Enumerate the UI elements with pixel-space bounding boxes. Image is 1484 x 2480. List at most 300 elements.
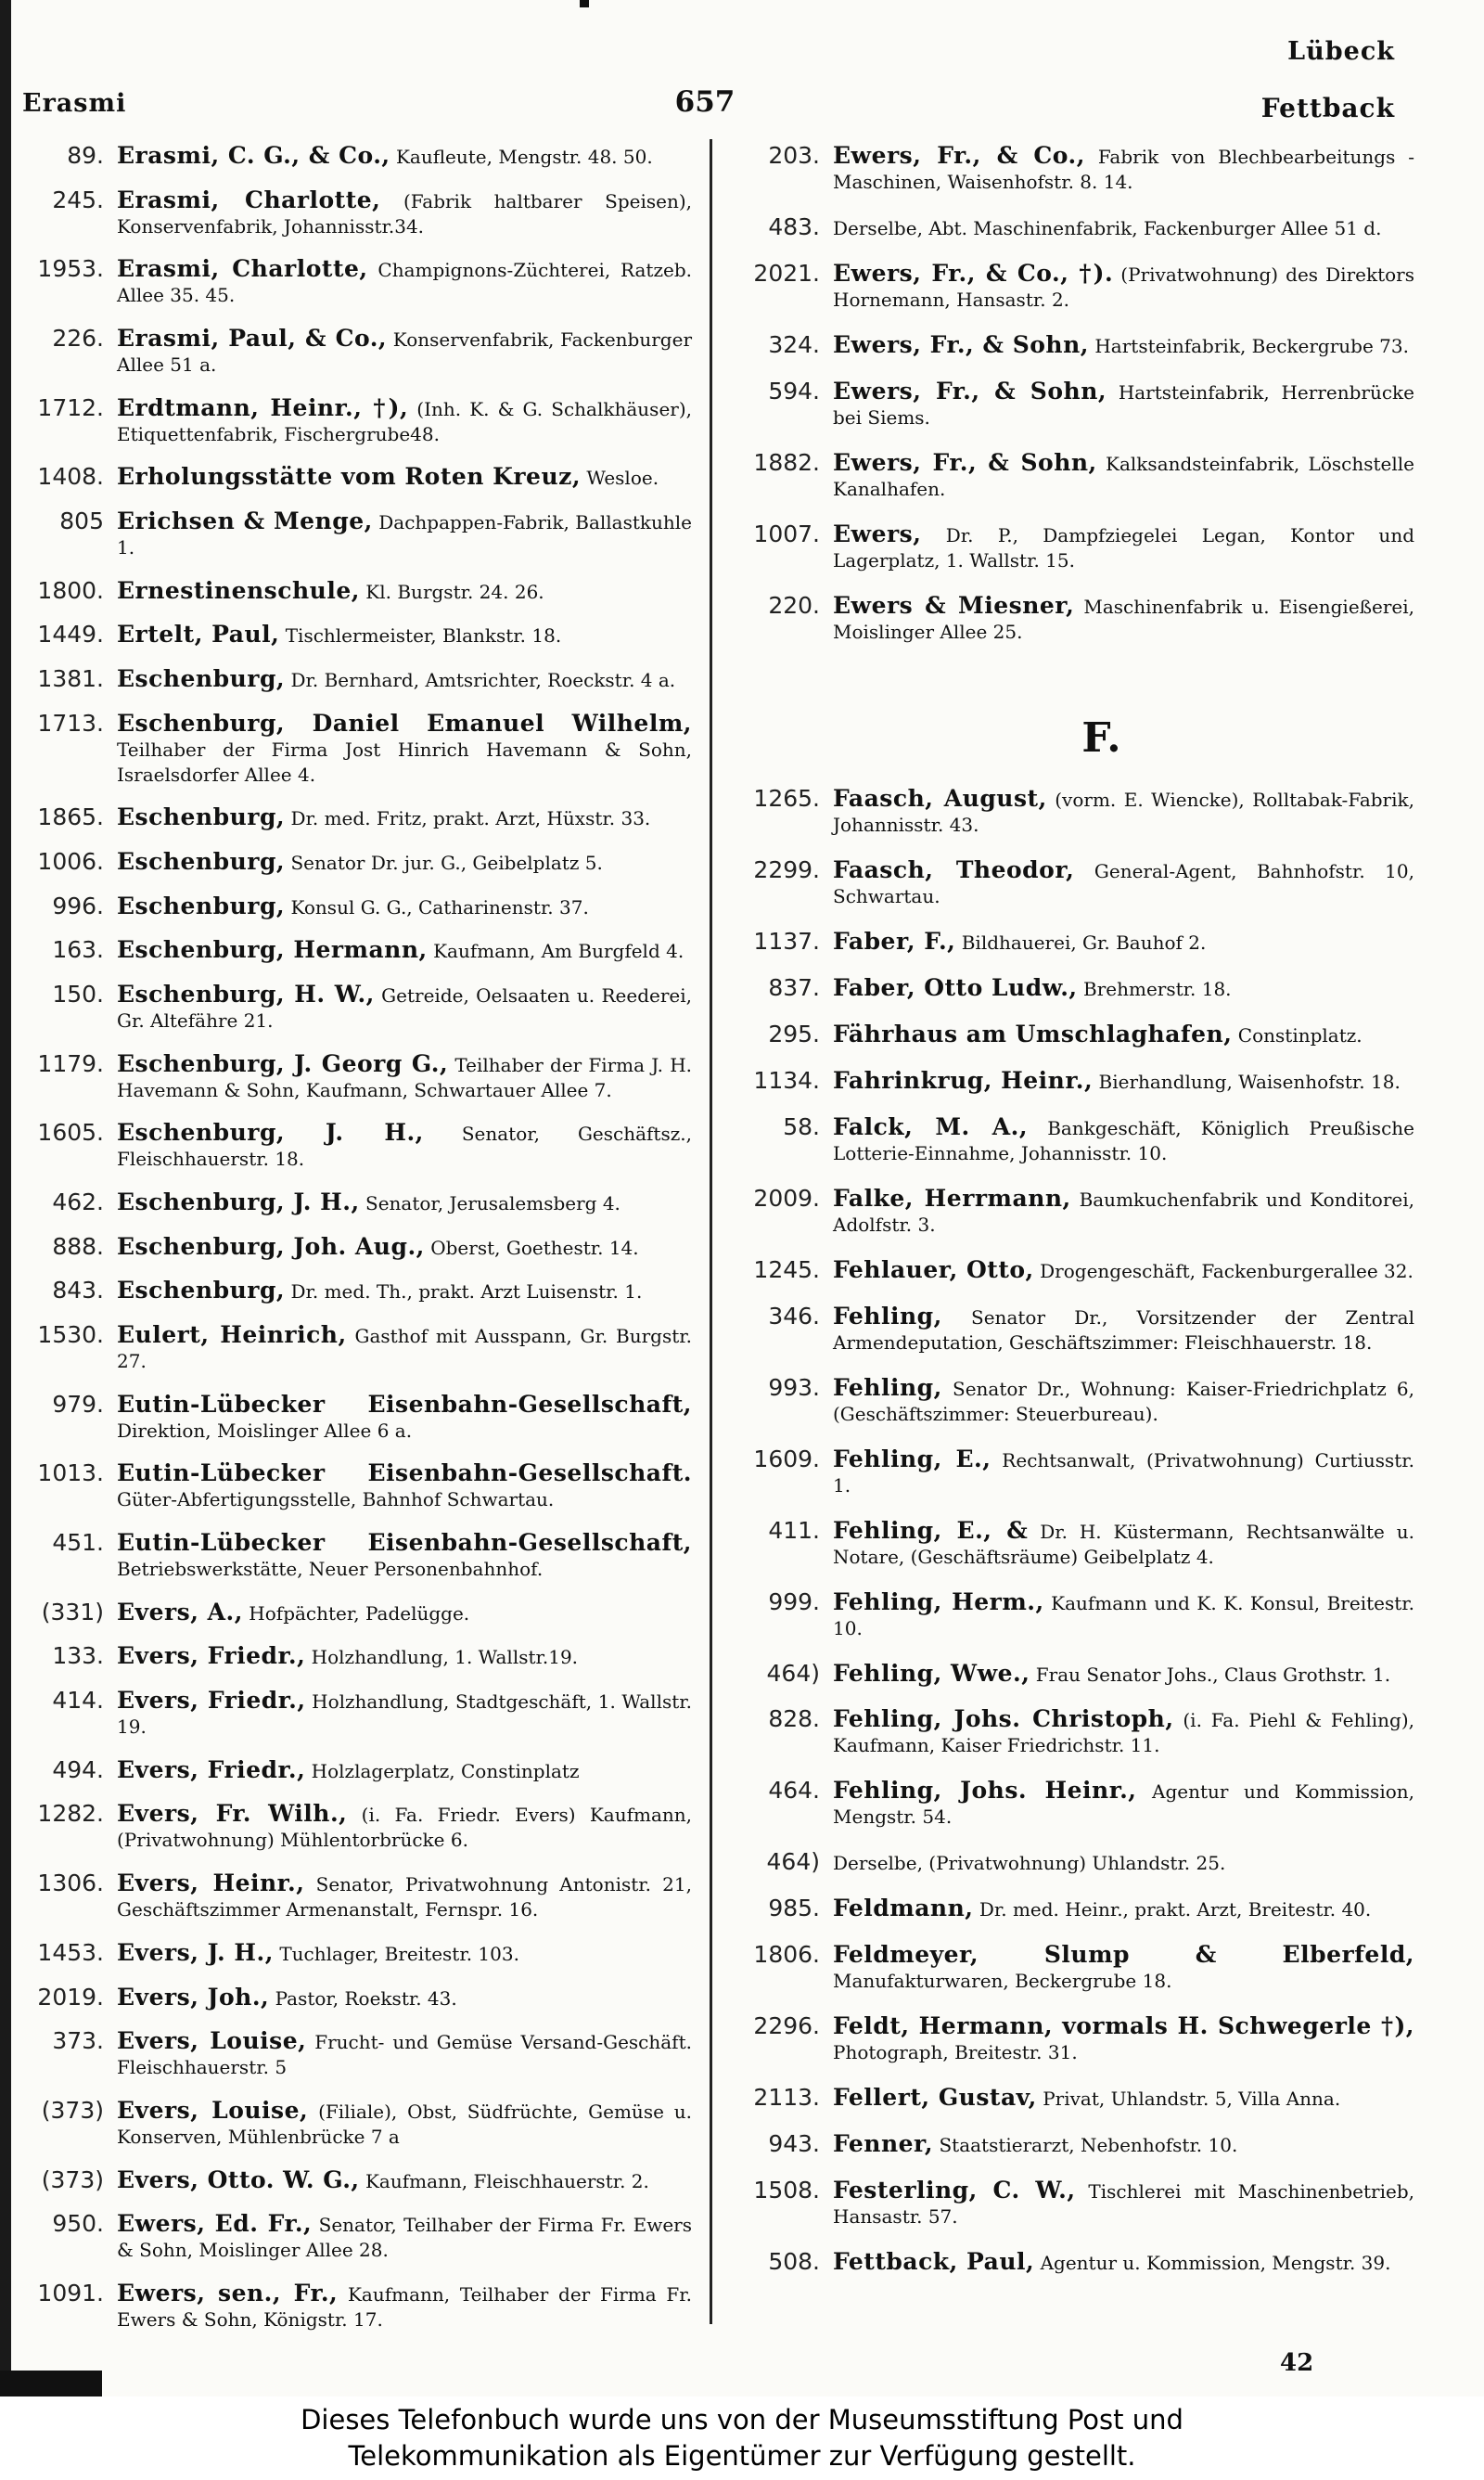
entry-text (833, 1304, 1414, 1356)
entry-name: Eschenburg, J. Georg G., (117, 1049, 449, 1077)
directory-entry (19, 1688, 692, 1740)
directory-entry (19, 1757, 692, 1784)
entry-text (117, 1643, 692, 1670)
entry-name: Evers, Otto. W. G., (117, 2165, 360, 2193)
entry-details: Frau Senator Johs., Claus Grothstr. 1. (1030, 1663, 1391, 1686)
entry-details: Pastor, Roekstr. 43. (269, 1986, 457, 2010)
entry-name: Faber, F., (833, 928, 956, 956)
directory-entry (733, 450, 1414, 502)
entry-details: Manufakturwaren, Beckergrube 18. (833, 1970, 1172, 1993)
phone-number: 2113. (753, 2084, 820, 2112)
phone-number: 993. (768, 1373, 820, 1401)
entry-text (833, 2085, 1414, 2112)
entry-text (833, 786, 1414, 838)
directory-entry (19, 2167, 692, 2194)
entry-name: Evers, Friedr., (117, 1755, 306, 1783)
directory-entry (19, 1870, 692, 1922)
directory-entry (733, 1589, 1414, 1641)
directory-entry (733, 379, 1414, 430)
entry-details: Kalksandsteinfabrik, Löschstelle Kanalhafen. (833, 452, 1414, 500)
entry-details: Senator, Geschäftsz., Fleischhauerstr. 18. (117, 1123, 692, 1171)
entry-details: Champignons-Züchterei, Ratzeb. Allee 35. 45. (117, 259, 692, 307)
entry-text (833, 975, 1414, 1002)
entry-details: Bankgeschäft, Königlich Preußische Lotterie-Einnahme, Johannisstr. 10. (833, 1117, 1414, 1164)
entry-name: Evers, Fr. Wilh., (117, 1800, 348, 1828)
entry-details: Derselbe, (Privatwohnung) Uhlandstr. 25. (833, 1852, 1226, 1875)
entry-text (117, 1051, 692, 1103)
scan-mark (580, 0, 589, 7)
entry-text (833, 2013, 1414, 2065)
phone-number: 1007. (753, 520, 820, 547)
entry-details: Holzlagerplatz, Constinplatz (305, 1759, 580, 1782)
entry-name: Eschenburg, Daniel Emanuel Wilhelm, (117, 709, 692, 737)
entry-details: Konservenfabrik, Fackenburger Allee 51 a. (117, 328, 692, 377)
directory-entry (733, 2249, 1414, 2276)
entry-name: Erichsen & Menge, (117, 508, 373, 535)
phone-number: 464) (766, 1659, 820, 1687)
entry-name: Evers, Joh., (117, 1983, 270, 2011)
entry-text (833, 450, 1414, 502)
entry-name: Ewers, Ed. Fr., (117, 2210, 313, 2238)
directory-entry (733, 1849, 1414, 1876)
phone-number: 1134. (753, 1067, 820, 1095)
entry-name: Evers, Louise, (117, 2096, 309, 2124)
entry-text (833, 2178, 1414, 2229)
entry-details: Dr. med. Th., prakt. Arzt Luisenstr. 1. (285, 1280, 643, 1304)
directory-entry (19, 256, 692, 308)
phone-number: 1179. (37, 1049, 104, 1077)
phone-number: 1530. (37, 1321, 104, 1349)
entry-text (833, 1186, 1414, 1238)
directory-entry (19, 666, 692, 693)
phone-number: 837. (768, 974, 820, 1002)
entry-name: Fehling, E., & (833, 1516, 1029, 1544)
entry-name: Fehling, Wwe., (833, 1659, 1030, 1687)
phone-number: 346. (768, 1302, 820, 1330)
entry-text (833, 261, 1414, 313)
entry-name: Feldt, Hermann, vormals H. Schwegerle †), (833, 2012, 1414, 2040)
entry-details: Kaufleute, Mengstr. 48. 50. (390, 146, 653, 168)
directory-entry (19, 1460, 692, 1512)
entry-text (833, 1706, 1414, 1758)
entry-text (117, 2167, 692, 2194)
entry-details: (Inh. K. & G. Schalkhäuser), Etiquettenfabrik, Fischergrube48. (117, 397, 692, 445)
directory-entry (19, 1051, 692, 1103)
phone-number: 2019. (37, 1983, 104, 2011)
directory-entry (733, 1068, 1414, 1095)
entry-text (833, 929, 1414, 956)
directory-entry (19, 2281, 692, 2332)
directory-entry (733, 1186, 1414, 1238)
directory-entry (19, 1940, 692, 1967)
entry-name: Erholungsstätte vom Roten Kreuz, (117, 463, 582, 491)
directory-entry (19, 1322, 692, 1374)
entry-details: Hartsteinfabrik, Herrenbrücke bei Siems. (833, 380, 1414, 429)
phone-number: 1508. (753, 2176, 820, 2204)
directory-entry (19, 464, 692, 491)
directory-entry (19, 143, 692, 170)
phone-number: 1137. (753, 928, 820, 956)
entry-details: Dr. med. Fritz, prakt. Arzt, Hüxstr. 33. (285, 807, 651, 830)
entry-details: Tischlerei mit Maschinenbetrieb, Hansastr. 57. (833, 2179, 1415, 2228)
phone-number: 2021. (753, 259, 820, 287)
directory-entry (19, 622, 692, 649)
entry-details: (Filiale), Obst, Südfrüchte, Gemüse u. Konserven, Mühlenbrücke 7 a (117, 2100, 692, 2148)
directory-entry (733, 1518, 1414, 1570)
entry-text (117, 666, 692, 693)
entry-text (833, 1022, 1414, 1048)
entry-name: Erdtmann, Heinr., †), (117, 393, 409, 421)
column-divider (710, 139, 712, 2324)
entry-name: Falke, Herrmann, (833, 1184, 1071, 1212)
directory-entry (733, 2085, 1414, 2112)
phone-number: 411. (768, 1516, 820, 1544)
header-right-keyword: Fettback (1260, 93, 1395, 123)
phone-number: (373) (41, 2096, 104, 2124)
entry-name: Eutin-Lübecker Eisenbahn-Gesellschaft, (117, 1529, 692, 1557)
entry-name: Fehling, Johs. Christoph, (833, 1705, 1174, 1733)
entry-text (833, 1068, 1414, 1095)
entry-name: Faasch, Theodor, (833, 856, 1075, 884)
entry-details: Kaufmann, Fleischhauerstr. 2. (359, 2169, 649, 2192)
entry-name: Evers, Friedr., (117, 1642, 306, 1670)
entry-text (833, 1518, 1414, 1570)
directory-entry (19, 849, 692, 876)
entry-name: Eschenburg, J. H., (117, 1189, 360, 1216)
phone-number: 494. (52, 1755, 104, 1783)
entry-details: Oberst, Goethestr. 14. (424, 1236, 639, 1259)
entry-details: Baumkuchenfabrik und Konditorei, Adolfstr. 3. (833, 1188, 1414, 1236)
entry-name: Evers, Heinr., (117, 1870, 305, 1897)
entry-details: Holzhandlung, Stadtgeschäft, 1. Wallstr. 19. (117, 1690, 692, 1739)
right-column (733, 143, 1414, 2332)
entry-details: Betriebswerkstätte, Neuer Personenbahnhof. (117, 1558, 544, 1581)
entry-details: Dr. Bernhard, Amtsrichter, Roeckstr. 4 a. (285, 669, 676, 692)
phone-number: 163. (52, 936, 104, 964)
phone-number: (373) (41, 2165, 104, 2193)
entry-details: Tischlermeister, Blankstr. 18. (279, 624, 562, 648)
page-number: 657 (674, 85, 736, 119)
entry-details: Dachpappen-Fabrik, Ballastkuhle 1. (117, 511, 693, 559)
entry-name: Eschenburg, J. H., (117, 1119, 424, 1147)
entry-text (833, 1849, 1414, 1876)
phone-number: 1806. (753, 1941, 820, 1969)
phone-number: 464. (768, 1777, 820, 1805)
directory-entry (733, 1778, 1414, 1830)
phone-number: 950. (52, 2210, 104, 2238)
directory-entry (19, 1643, 692, 1670)
entry-text (833, 1942, 1414, 1994)
phone-number: 414. (52, 1687, 104, 1715)
entry-text (117, 1322, 692, 1374)
phone-number: 985. (768, 1895, 820, 1922)
entry-text (117, 982, 692, 1034)
entry-text (117, 1985, 692, 2011)
entry-details: Privat, Uhlandstr. 5, Villa Anna. (1036, 2088, 1341, 2111)
phone-number: 1091. (37, 2279, 104, 2307)
entry-name: Ewers, Fr., & Sohn, (833, 377, 1107, 405)
entry-text (117, 1460, 692, 1512)
directory-entry (19, 1801, 692, 1853)
attribution-footer (0, 2396, 1484, 2480)
entry-name: Fehling, Johs. Heinr., (833, 1777, 1137, 1805)
entry-name: Erasmi, Charlotte, (117, 255, 368, 283)
phone-number: 451. (52, 1529, 104, 1557)
entry-details: (i. Fa. Piehl & Fehling), Kaufmann, Kaiser Friedrichstr. 11. (833, 1709, 1414, 1757)
directory-entry (19, 1234, 692, 1261)
entry-text (117, 1801, 692, 1853)
header-city: Lübeck (1287, 37, 1395, 66)
entry-name: Erasmi, Charlotte, (117, 186, 381, 213)
entry-details: Dr. med. Heinr., prakt. Arzt, Breitestr. 40. (973, 1898, 1372, 1921)
directory-entry (733, 1304, 1414, 1356)
phone-number: 220. (768, 591, 820, 619)
entry-text (117, 1757, 692, 1784)
directory-entry (733, 1661, 1414, 1688)
entry-details: Direktion, Moislinger Allee 6 a. (117, 1419, 413, 1442)
entry-details: Staatstierarzt, Nebenhofstr. 10. (933, 2134, 1238, 2156)
directory-entry (733, 1446, 1414, 1498)
section-letter-heading: F. (1081, 714, 1121, 763)
phone-number: 2299. (753, 856, 820, 884)
directory-entry (19, 395, 692, 447)
entry-text (833, 1661, 1414, 1688)
phone-number: 226. (52, 325, 104, 353)
entry-text (833, 2131, 1414, 2158)
directory-entry (733, 786, 1414, 838)
entry-name: Eschenburg, (117, 665, 286, 693)
phone-number: 828. (768, 1705, 820, 1733)
entry-details: Holzhandlung, 1. Wallstr.19. (305, 1646, 579, 1669)
entry-name: Ernestinenschule, (117, 576, 360, 604)
directory-entry (733, 1895, 1414, 1922)
entry-details: Konsul G. G., Catharinenstr. 37. (285, 895, 589, 919)
header-left-keyword: Erasmi (22, 89, 127, 118)
entry-name: Ewers, (833, 520, 922, 547)
phone-number: 805 (59, 508, 104, 535)
directory-entry (19, 1392, 692, 1444)
phone-number: 2296. (753, 2012, 820, 2040)
entry-name: Ewers, Fr., & Sohn, (833, 330, 1089, 358)
phone-number: 1609. (753, 1445, 820, 1472)
entry-text (117, 1120, 692, 1172)
entry-name: Eutin-Lübecker Eisenbahn-Gesellschaft. (117, 1459, 692, 1487)
phone-number: 89. (67, 142, 104, 169)
entry-name: Fenner, (833, 2130, 934, 2157)
entry-text (117, 1688, 692, 1740)
directory-entry (19, 2211, 692, 2263)
entry-name: Eschenburg, Hermann, (117, 936, 428, 964)
entry-text (117, 2281, 692, 2332)
entry-text (833, 1114, 1414, 1166)
directory-entry (733, 1942, 1414, 1994)
phone-number: 1306. (37, 1870, 104, 1897)
entry-text (117, 508, 692, 560)
entry-details: Agentur und Kommission, Mengstr. 54. (833, 1780, 1414, 1829)
directory-entry (733, 214, 1414, 241)
phone-number: 58. (783, 1113, 820, 1140)
entry-details: Kaufmann, Am Burgfeld 4. (427, 940, 684, 963)
entry-text (833, 857, 1414, 909)
entry-text (117, 804, 692, 831)
entry-details: Photograph, Breitestr. 31. (833, 2041, 1078, 2064)
directory-entry (19, 1120, 692, 1172)
directory-entry (733, 857, 1414, 909)
directory-entry (19, 1600, 692, 1626)
directory-entry (733, 1706, 1414, 1758)
entry-details: Dr. H. Küstermann, Rechtsanwälte u. Notare, (Geschäftsräume) Geibelplatz 4. (833, 1520, 1414, 1568)
phone-number: 203. (768, 142, 820, 169)
phone-number: 150. (52, 981, 104, 1009)
entry-details: Constinplatz. (1232, 1024, 1362, 1047)
entry-details: Kaufmann und K. K. Konsul, Breitestr. 10. (833, 1591, 1414, 1639)
phone-number: 1381. (37, 665, 104, 693)
entry-name: Fehling, Herm., (833, 1587, 1044, 1615)
entry-text (833, 1375, 1414, 1427)
entry-name: Fährhaus am Umschlaghafen, (833, 1021, 1233, 1048)
entry-details: Teilhaber der Firma J. H. Havemann & Sohn, Kaufmann, Schwartauer Allee 7. (117, 1053, 692, 1101)
phone-number: 888. (52, 1232, 104, 1260)
directory-entry (733, 1375, 1414, 1427)
entry-text (117, 937, 692, 964)
phone-number: 245. (52, 186, 104, 213)
entry-name: Fehling, (833, 1373, 942, 1401)
entry-name: Fehling, (833, 1302, 942, 1330)
phone-number: 943. (768, 2130, 820, 2157)
entry-text (117, 1600, 692, 1626)
directory-entry (19, 804, 692, 831)
phone-number: 594. (768, 377, 820, 405)
entry-text (117, 622, 692, 649)
entry-details: Hofpächter, Padelügge. (242, 1601, 470, 1625)
entry-name: Evers, Louise, (117, 2027, 307, 2055)
entry-text (833, 1589, 1414, 1641)
entry-name: Eschenburg, Joh. Aug., (117, 1232, 425, 1260)
entry-details: Senator Dr., Vorsitzender der Zentral Armendeputation, Geschäftszimmer: Fleischhauerstr. 18. (833, 1305, 1414, 1354)
directory-entry (19, 1530, 692, 1582)
entry-details: (Fabrik haltbarer Speisen), Konservenfabrik, Johannisstr.34. (117, 189, 692, 238)
entry-name: Festerling, C. W., (833, 2176, 1076, 2204)
entry-text (117, 1234, 692, 1261)
phone-number: 1953. (37, 255, 104, 283)
directory-entry (733, 521, 1414, 573)
phone-number: 996. (52, 892, 104, 919)
entry-text (117, 893, 692, 920)
directory-entry (733, 1114, 1414, 1166)
entry-text (117, 395, 692, 447)
phone-number: 1865. (37, 803, 104, 831)
entry-text (117, 1870, 692, 1922)
directory-entry (19, 1189, 692, 1216)
phone-number: 508. (768, 2247, 820, 2275)
phone-number: 1453. (37, 1938, 104, 1966)
entry-details: Senator, Jerusalemsberg 4. (359, 1192, 620, 1215)
entry-details: Gasthof mit Ausspann, Gr. Burgstr. 27. (117, 1325, 692, 1373)
entry-text (833, 593, 1414, 645)
entry-name: Erasmi, Paul, & Co., (117, 325, 388, 353)
entry-text (833, 1778, 1414, 1830)
entry-details: Senator Dr., Wohnung: Kaiser-Friedrichplatz 6, (Geschäftszimmer: Steuerbureau). (833, 1377, 1414, 1425)
directory-entry (19, 937, 692, 964)
directory-entry (19, 1278, 692, 1304)
entry-name: Ertelt, Paul, (117, 621, 280, 649)
entry-text (117, 2098, 692, 2150)
entry-text (833, 332, 1414, 359)
entry-name: Feldmeyer, Slump & Elberfeld, (833, 1941, 1414, 1969)
directory-entry (19, 893, 692, 920)
entry-name: Eschenburg, (117, 892, 286, 919)
entry-name: Eschenburg, (117, 848, 286, 876)
phone-number: 1013. (37, 1459, 104, 1487)
phone-number: 295. (768, 1021, 820, 1048)
phone-number: 462. (52, 1189, 104, 1216)
entry-details: Senator Dr. jur. G., Geibelplatz 5. (285, 852, 603, 875)
entry-details: Getreide, Oelsaaten u. Reederei, Gr. Altefähre 21. (117, 984, 692, 1033)
entry-text (117, 2211, 692, 2263)
entry-text (833, 521, 1414, 573)
entry-details: Senator, Teilhaber der Firma Fr. Ewers & Sohn, Moislinger Allee 28. (117, 2214, 693, 2262)
entry-name: Fehling, E., (833, 1445, 991, 1472)
entry-text (117, 187, 692, 239)
entry-name: Eschenburg, (117, 803, 286, 831)
entry-name: Fahrinkrug, Heinr., (833, 1067, 1094, 1095)
entry-details: (Privatwohnung) des Direktors Hornemann, Hansastr. 2. (833, 263, 1414, 311)
phone-number: 1265. (753, 785, 820, 813)
directory-entry (733, 929, 1414, 956)
phone-number: 979. (52, 1390, 104, 1418)
directory-entry (733, 143, 1414, 195)
entry-details: Rechtsanwalt, (Privatwohnung) Curtiusstr. 1. (833, 1448, 1414, 1497)
phone-number: 373. (52, 2027, 104, 2055)
entry-text (117, 1189, 692, 1216)
directory-entry (19, 187, 692, 239)
entry-text (117, 849, 692, 876)
column-end-spacer (733, 2295, 1414, 2332)
directory-entry (733, 593, 1414, 645)
entry-name: Eschenburg, H. W., (117, 981, 375, 1009)
entry-details: General-Agent, Bahnhofstr. 10, Schwartau. (833, 860, 1414, 908)
entry-text (117, 1278, 692, 1304)
phone-number: 1713. (37, 709, 104, 737)
phone-number: 464) (766, 1848, 820, 1876)
entry-text (117, 1530, 692, 1582)
entry-details: Agentur u. Kommission, Mengstr. 39. (1034, 2251, 1391, 2274)
entry-text (117, 1392, 692, 1444)
entry-text (833, 214, 1414, 241)
phone-number: 483. (768, 212, 820, 240)
entry-text (833, 379, 1414, 430)
entry-name: Fellert, Gustav, (833, 2084, 1037, 2112)
entry-text (117, 464, 692, 491)
entry-name: Ewers, Fr., & Sohn, (833, 448, 1097, 476)
entry-name: Ewers, Fr., & Co., (833, 142, 1085, 169)
entry-details: Senator, Privatwohnung Antonistr. 21, Geschäftszimmer Armenanstalt, Fernspr. 16. (117, 1873, 692, 1921)
entry-text (117, 578, 692, 605)
directory-entry (19, 2028, 692, 2080)
entry-text (117, 256, 692, 308)
phone-number: 1800. (37, 576, 104, 604)
entry-name: Erasmi, C. G., & Co., (117, 142, 390, 169)
phone-number: (331) (41, 1598, 104, 1625)
entry-details: Brehmerstr. 18. (1077, 978, 1232, 1001)
phone-number: 1449. (37, 621, 104, 649)
entry-text (117, 143, 692, 170)
directory-entry (19, 326, 692, 378)
scan-corner (0, 2371, 102, 2396)
entry-text (117, 711, 692, 788)
directory-entry (19, 2098, 692, 2150)
entry-details: Frucht- und Gemüse Versand-Geschäft. Fleischhauerstr. 5 (117, 2031, 692, 2079)
